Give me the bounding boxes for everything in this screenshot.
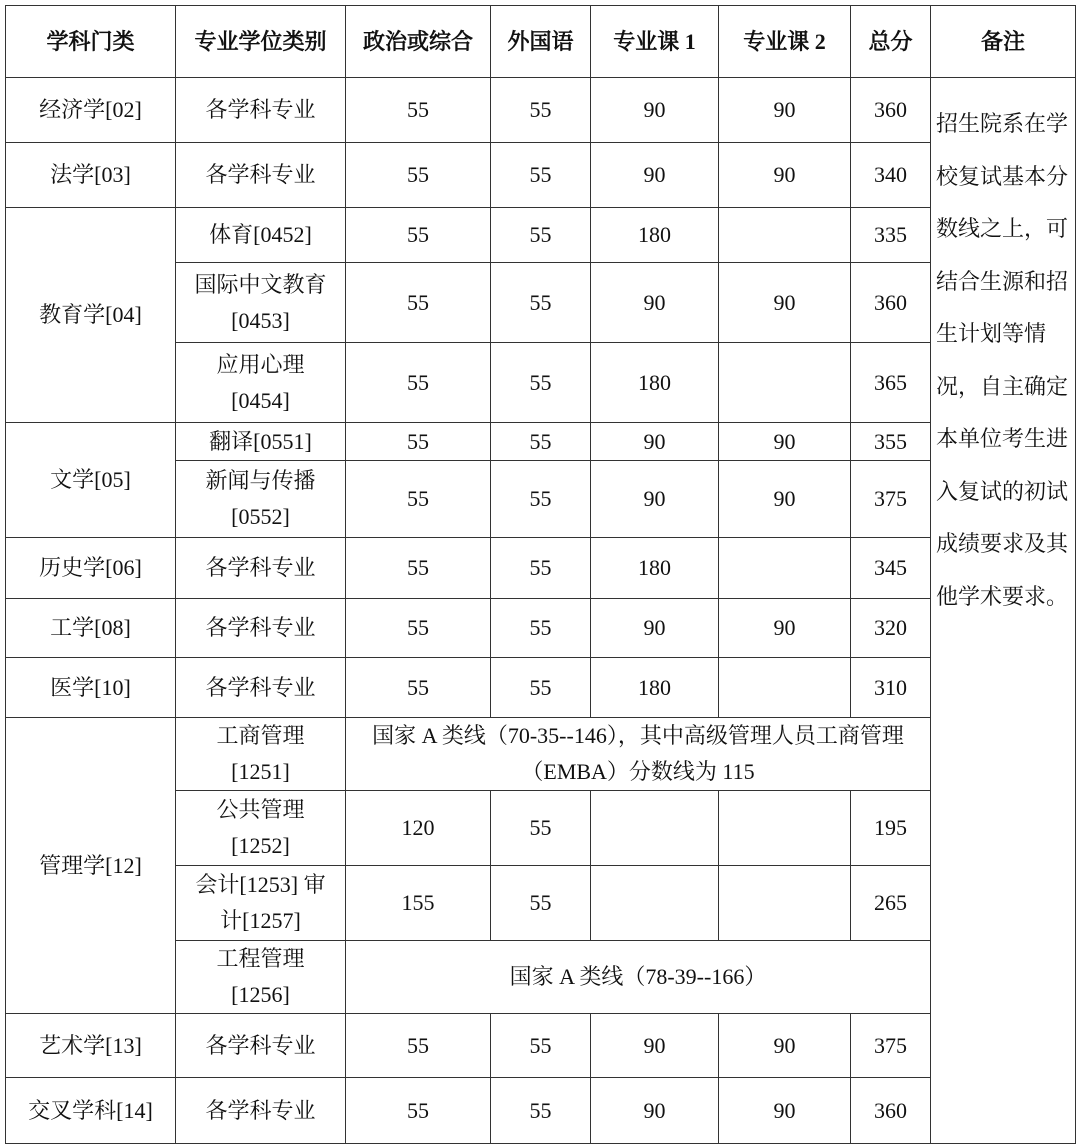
course1-cell: 180 xyxy=(591,343,719,423)
language-cell: 55 xyxy=(491,263,591,343)
politics-cell: 55 xyxy=(346,263,491,343)
politics-cell: 55 xyxy=(346,208,491,263)
language-cell: 55 xyxy=(491,538,591,599)
table-row xyxy=(6,718,1076,791)
table-row xyxy=(6,78,1076,143)
course2-cell: 90 xyxy=(719,1078,851,1144)
language-cell: 55 xyxy=(491,343,591,423)
politics-cell: 55 xyxy=(346,658,491,718)
course2-cell xyxy=(719,791,851,866)
category-cell: 管理学[12] xyxy=(6,718,176,1014)
course2-cell: 90 xyxy=(719,263,851,343)
politics-cell: 155 xyxy=(346,866,491,941)
total-cell: 360 xyxy=(851,1078,931,1144)
language-cell: 55 xyxy=(491,423,591,461)
category-cell: 医学[10] xyxy=(6,658,176,718)
category-cell: 文学[05] xyxy=(6,423,176,538)
remark-cell xyxy=(931,78,1076,1144)
total-cell: 375 xyxy=(851,1014,931,1078)
degree-type-cell: 翻译[0551] xyxy=(176,423,346,461)
course1-cell: 90 xyxy=(591,461,719,538)
politics-cell: 55 xyxy=(346,143,491,208)
header-remark: 备注 xyxy=(931,6,1076,78)
degree-type-cell: 各学科专业 xyxy=(176,1078,346,1144)
politics-cell: 55 xyxy=(346,423,491,461)
table-row xyxy=(6,1014,1076,1078)
politics-cell: 55 xyxy=(346,1078,491,1144)
course1-cell xyxy=(591,791,719,866)
degree-type-cell: 各学科专业 xyxy=(176,78,346,143)
course1-cell xyxy=(591,866,719,941)
course2-cell: 90 xyxy=(719,423,851,461)
header-course2: 专业课 2 xyxy=(719,6,851,78)
course1-cell: 90 xyxy=(591,1078,719,1144)
course1-cell: 90 xyxy=(591,599,719,658)
header-course1: 专业课 1 xyxy=(591,6,719,78)
table-row xyxy=(6,423,1076,461)
language-cell: 55 xyxy=(491,658,591,718)
language-cell: 55 xyxy=(491,1014,591,1078)
total-cell: 320 xyxy=(851,599,931,658)
course2-cell xyxy=(719,343,851,423)
politics-cell: 55 xyxy=(346,78,491,143)
total-cell: 195 xyxy=(851,791,931,866)
degree-type-cell: 会计[1253] 审计[1257] xyxy=(176,866,346,941)
course2-cell: 90 xyxy=(719,1014,851,1078)
table-row xyxy=(6,143,1076,208)
language-cell: 55 xyxy=(491,1078,591,1144)
course2-cell xyxy=(719,658,851,718)
category-cell: 教育学[04] xyxy=(6,208,176,423)
total-cell: 265 xyxy=(851,866,931,941)
score-table xyxy=(5,5,1076,1144)
total-cell: 375 xyxy=(851,461,931,538)
degree-type-cell: 各学科专业 xyxy=(176,538,346,599)
table-row xyxy=(6,538,1076,599)
category-cell: 历史学[06] xyxy=(6,538,176,599)
course1-cell: 90 xyxy=(591,143,719,208)
category-cell: 工学[08] xyxy=(6,599,176,658)
degree-type-cell: 各学科专业 xyxy=(176,599,346,658)
total-cell: 310 xyxy=(851,658,931,718)
total-cell: 360 xyxy=(851,263,931,343)
course2-cell: 90 xyxy=(719,78,851,143)
course1-cell: 90 xyxy=(591,1014,719,1078)
course2-cell xyxy=(719,866,851,941)
total-cell: 360 xyxy=(851,78,931,143)
table-row xyxy=(6,1078,1076,1144)
course2-cell: 90 xyxy=(719,599,851,658)
language-cell: 55 xyxy=(491,791,591,866)
remark-text: 招生院系在学校复试基本分数线之上，可结合生源和招生计划等情况，自主确定本单位考生进入复试的初试成绩要求及其他学术要求。 xyxy=(936,111,1069,609)
category-cell: 法学[03] xyxy=(6,143,176,208)
header-row xyxy=(6,6,1076,78)
course2-cell xyxy=(719,208,851,263)
course1-cell: 90 xyxy=(591,263,719,343)
course2-cell: 90 xyxy=(719,461,851,538)
degree-type-cell: 体育[0452] xyxy=(176,208,346,263)
header-total: 总分 xyxy=(851,6,931,78)
politics-cell: 120 xyxy=(346,791,491,866)
language-cell: 55 xyxy=(491,78,591,143)
degree-type-cell: 公共管理[1252] xyxy=(176,791,346,866)
table-row xyxy=(6,599,1076,658)
total-cell: 345 xyxy=(851,538,931,599)
header-politics: 政治或综合 xyxy=(346,6,491,78)
course1-cell: 180 xyxy=(591,208,719,263)
language-cell: 55 xyxy=(491,866,591,941)
language-cell: 55 xyxy=(491,208,591,263)
course2-cell xyxy=(719,538,851,599)
total-cell: 335 xyxy=(851,208,931,263)
language-cell: 55 xyxy=(491,143,591,208)
course1-cell: 90 xyxy=(591,78,719,143)
politics-cell: 55 xyxy=(346,538,491,599)
note-cell: 国家 A 类线（78-39--166） xyxy=(346,941,931,1014)
category-cell: 艺术学[13] xyxy=(6,1014,176,1078)
note-cell: 国家 A 类线（70-35--146），其中高级管理人员工商管理（EMBA）分数线为 115 xyxy=(346,718,931,791)
category-cell: 经济学[02] xyxy=(6,78,176,143)
politics-cell: 55 xyxy=(346,461,491,538)
category-cell: 交叉学科[14] xyxy=(6,1078,176,1144)
course1-cell: 180 xyxy=(591,658,719,718)
politics-cell: 55 xyxy=(346,599,491,658)
degree-type-cell: 国际中文教育[0453] xyxy=(176,263,346,343)
politics-cell: 55 xyxy=(346,343,491,423)
total-cell: 340 xyxy=(851,143,931,208)
course1-cell: 90 xyxy=(591,423,719,461)
politics-cell: 55 xyxy=(346,1014,491,1078)
degree-type-cell: 工程管理[1256] xyxy=(176,941,346,1014)
header-degree-type: 专业学位类别 xyxy=(176,6,346,78)
degree-type-cell: 新闻与传播[0552] xyxy=(176,461,346,538)
table-row xyxy=(6,658,1076,718)
language-cell: 55 xyxy=(491,599,591,658)
header-language: 外国语 xyxy=(491,6,591,78)
degree-type-cell: 各学科专业 xyxy=(176,1014,346,1078)
language-cell: 55 xyxy=(491,461,591,538)
table-row xyxy=(6,208,1076,263)
degree-type-cell: 工商管理[1251] xyxy=(176,718,346,791)
course2-cell: 90 xyxy=(719,143,851,208)
total-cell: 355 xyxy=(851,423,931,461)
degree-type-cell: 应用心理[0454] xyxy=(176,343,346,423)
course1-cell: 180 xyxy=(591,538,719,599)
degree-type-cell: 各学科专业 xyxy=(176,143,346,208)
total-cell: 365 xyxy=(851,343,931,423)
header-category: 学科门类 xyxy=(6,6,176,78)
degree-type-cell: 各学科专业 xyxy=(176,658,346,718)
